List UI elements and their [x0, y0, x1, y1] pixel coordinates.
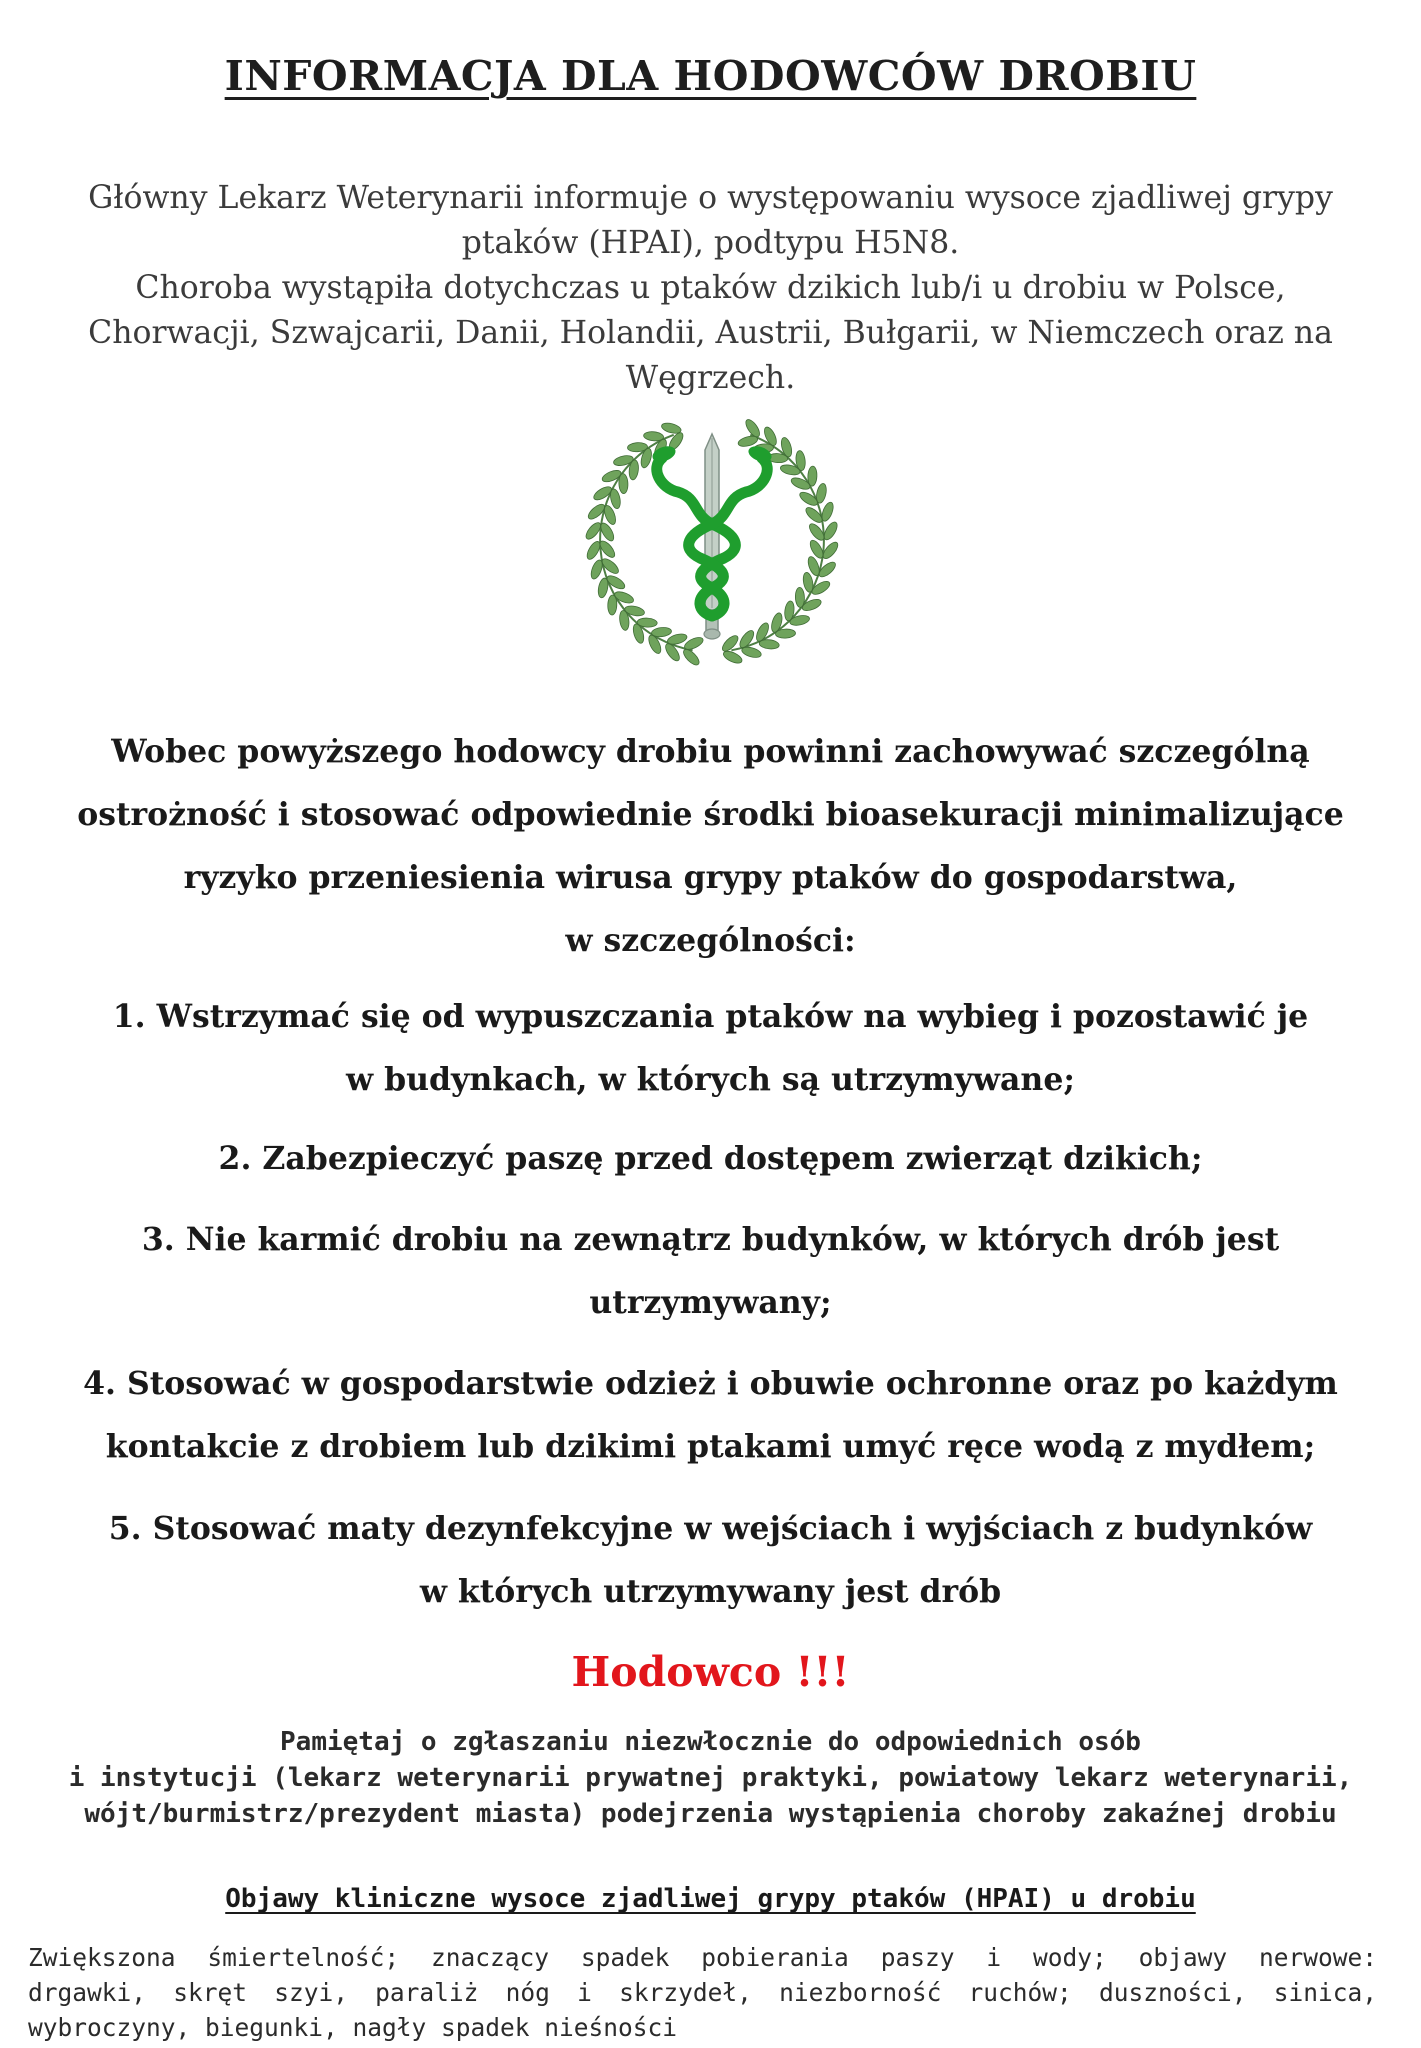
lead-line: Wobec powyższego hodowcy drobiu powinni zachowywać szczególną — [111, 733, 1310, 770]
list-item-line: 2. Zabezpieczyć paszę przed dostępem zwierząt dzikich; — [218, 1140, 1203, 1177]
wreath-leaf — [643, 431, 664, 442]
list-item-line: 3. Nie karmić drobiu na zewnątrz budynków, w których drób jest — [141, 1221, 1280, 1258]
symptoms-line: drgawki, skręt szyi, paraliż nóg i skrzydeł, niezborność ruchów; duszności, sinica, — [28, 1978, 1377, 2007]
intro-line: ptaków (HPAI), podtypu H5N8. — [461, 225, 960, 261]
list-item — [0, 1127, 1421, 1190]
wreath-leaf — [618, 473, 628, 493]
wreath-leaf — [759, 639, 780, 650]
warning-heading: Hodowco !!! — [571, 1648, 850, 1696]
symptoms-heading-text: Objawy kliniczne wysoce zjadliwej grypy ptaków (HPAI) u drobiu — [225, 1884, 1196, 1914]
wreath-leaf — [589, 559, 604, 581]
intro-line: Główny Lekarz Weterynarii informuje o występowaniu wysoce zjadliwej grypy — [88, 180, 1333, 216]
list-item — [0, 985, 1421, 1111]
list-item-line: utrzymywany; — [589, 1284, 832, 1321]
list-item-line: 4. Stosować w gospodarstwie odzież i obuwie ochronne oraz po każdym — [83, 1365, 1338, 1402]
veterinary-emblem-icon — [566, 408, 858, 670]
list-item-line: 5. Stosować maty dezynfekcyjne w wejściach i wyjściach z budynków — [108, 1510, 1313, 1547]
symptoms-line: wybroczyny, biegunki, nagły spadek nieśności — [28, 2013, 678, 2042]
symptoms-paragraph — [28, 1940, 1377, 2045]
list-item-line: 1. Wstrzymać się od wypuszczania ptaków na wybieg i pozostawić je — [112, 998, 1309, 1035]
list-item — [0, 1497, 1421, 1623]
list-item-line: w których utrzymywany jest drób — [419, 1573, 1002, 1610]
lead-line: ryzyko przeniesienia wirusa grypy ptaków do gospodarstwa, — [183, 859, 1238, 896]
symptoms-line: Zwiększona śmiertelność; znaczący spadek pobierania paszy i wody; objawy nerwowe: — [28, 1943, 1377, 1972]
wreath-leaf — [807, 466, 817, 486]
list-item — [0, 1208, 1421, 1334]
list-item — [0, 1352, 1421, 1478]
wreath-leaf — [815, 483, 828, 504]
wreath-leaf — [795, 587, 805, 607]
lead-paragraph — [0, 720, 1421, 972]
warning-paragraph — [0, 1724, 1421, 1832]
intro-paragraph — [20, 176, 1401, 401]
intro-line: Węgrzech. — [625, 360, 796, 396]
warning-line: Pamiętaj o zgłaszaniu niezwłocznie do odpowiednich osób — [280, 1727, 1141, 1757]
wreath-leaf — [741, 645, 763, 659]
intro-line: Chorwacji, Szwajcarii, Danii, Holandii, Austrii, Bułgarii, w Niemczech oraz na — [88, 315, 1333, 351]
list-item-line: w budynkach, w których są utrzymywane; — [346, 1061, 1075, 1098]
intro-line: Choroba wystąpiła dotychczas u ptaków dzikich lub/i u drobiu w Polsce, — [135, 270, 1286, 306]
list-item-line: kontakcie z drobiem lub dzikimi ptakami umyć ręce wodą z mydłem; — [105, 1428, 1316, 1465]
wreath-leaf — [597, 577, 610, 598]
wreath-leaf — [820, 501, 836, 523]
wreath-leaf — [720, 633, 741, 654]
lead-line: ostrożność i stosować odpowiednie środki bioasekuracji minimalizujące — [77, 796, 1344, 833]
page-title-text: INFORMACJA DLA HODOWCÓW DROBIU — [224, 52, 1197, 100]
lead-line: w szczególności: — [565, 922, 856, 959]
symptoms-heading — [0, 1884, 1421, 1914]
warning-line: wójt/burmistrz/prezydent miasta) podejrzenia wystąpienia choroby zakaźnej drobiu — [84, 1799, 1337, 1829]
page-title — [0, 52, 1421, 100]
wreath-leaf — [722, 649, 744, 666]
wreath-leaf — [607, 595, 617, 615]
wreath-leaf — [660, 421, 682, 435]
warning-line: i instytucji (lekarz weterynarii prywatnej praktyki, powiatowy lekarz weterynarii, — [68, 1763, 1353, 1793]
